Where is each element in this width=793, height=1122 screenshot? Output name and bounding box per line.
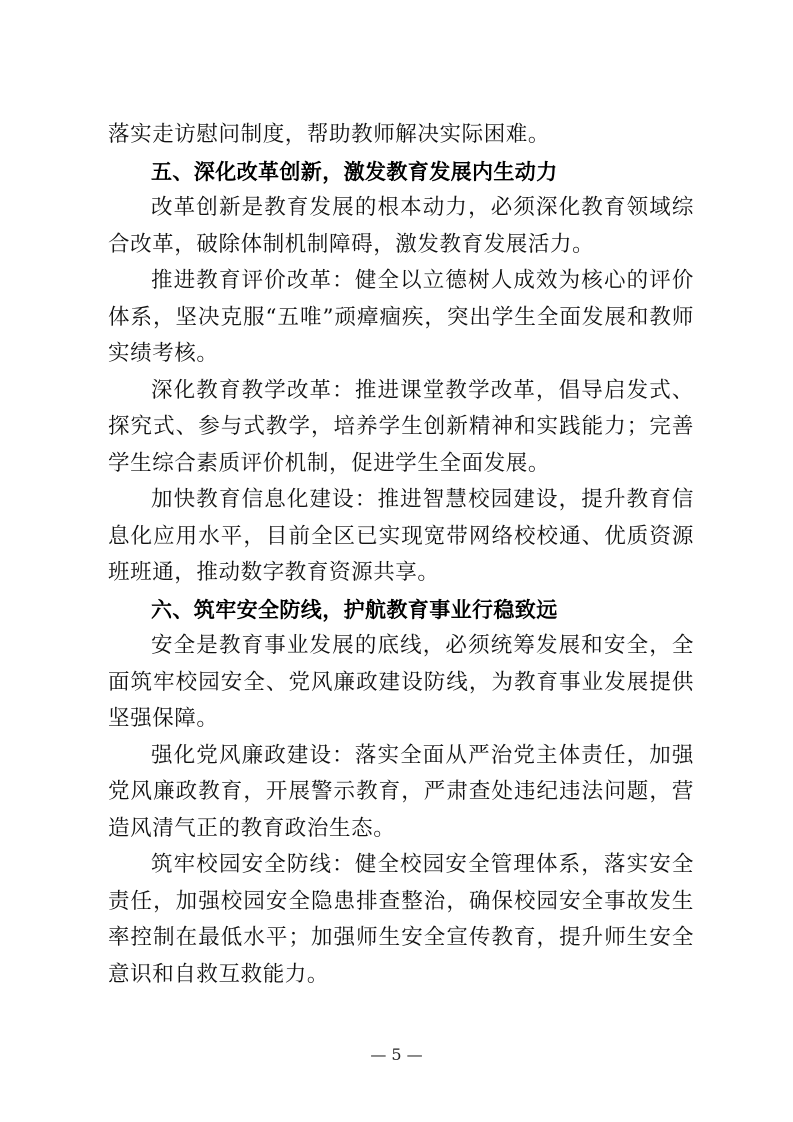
document-body: [108, 117, 694, 993]
section-heading-5: 五、深化改革创新，激发教育发展内生动力: [151, 159, 558, 184]
page-number: — 5 —: [370, 1045, 423, 1064]
paragraph-continued: 落实走访慰问制度，帮助教师解决实际困难。: [108, 122, 551, 147]
paragraph: 加快教育信息化建设：推进智慧校园建设，提升教育信息化应用水平，目前全区已实现宽带网络校校通、优质资源班班通，推动数字教育资源共享。: [108, 487, 694, 585]
section-heading-6: 六、筑牢安全防线，护航教育事业行稳致远: [151, 597, 558, 622]
paragraph: 筑牢校园安全防线：健全校园安全管理体系，落实安全责任，加强校园安全隐患排查整治，确保校园安全事故发生率控制在最低水平；加强师生安全宣传教育，提升师生安全意识和自救互救能力。: [108, 852, 694, 987]
paragraph: 深化教育教学改革：推进课堂教学改革，倡导启发式、探究式、参与式教学，培养学生创新精神和实践能力；完善学生综合素质评价机制，促进学生全面发展。: [108, 377, 694, 476]
paragraph: 强化党风廉政建设：落实全面从严治党主体责任，加强党风廉政教育，开展警示教育，严肃查处违纪违法问题，营造风清气正的教育政治生态。: [108, 742, 694, 841]
paragraph: 改革创新是教育发展的根本动力，必须深化教育领域综合改革，破除体制机制障碍，激发教育发展活力。: [108, 195, 694, 257]
paragraph: 推进教育评价改革：健全以立德树人成效为核心的评价体系，坚决克服“五唯”顽瘴痼疾，突出学生全面发展和教师实绩考核。: [108, 268, 694, 366]
paragraph: 安全是教育事业发展的底线，必须统筹发展和安全，全面筑牢校园安全、党风廉政建设防线，为教育事业发展提供坚强保障。: [108, 633, 694, 731]
